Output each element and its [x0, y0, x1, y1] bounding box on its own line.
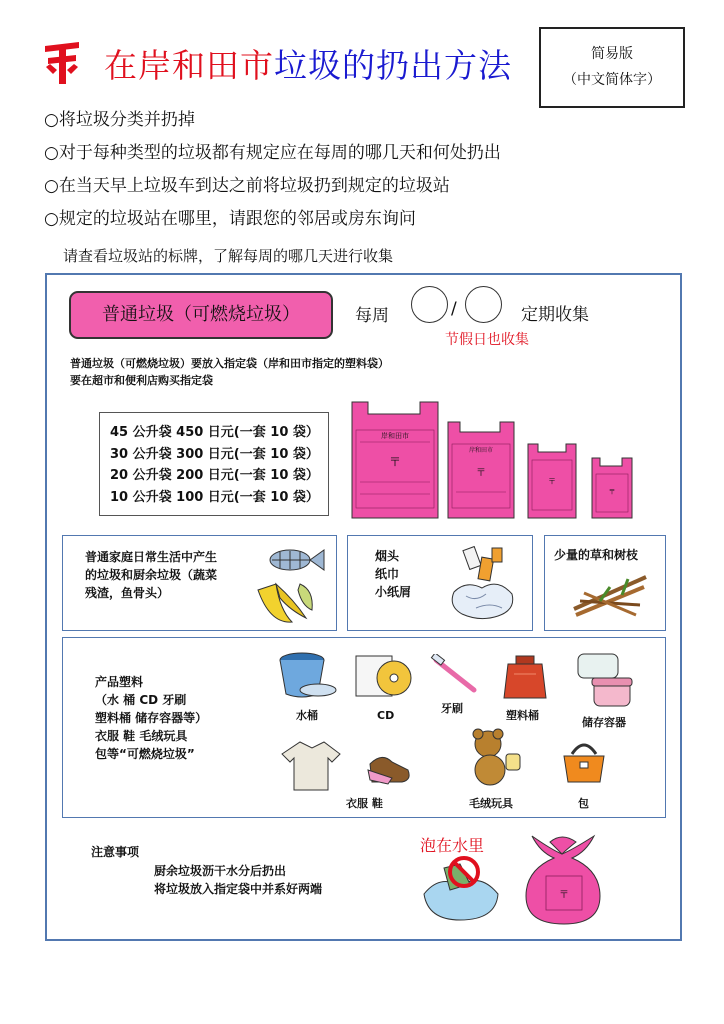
rules-list — [44, 104, 501, 236]
bag-price-list — [99, 412, 329, 516]
fish-bone-banana-icon — [250, 540, 330, 626]
note-line: 要在超市和便利店购买指定袋 — [70, 374, 213, 387]
price-row: 10 公升袋 100 日元(一套 10 袋） — [110, 489, 319, 505]
version-language: （中文简体字） — [563, 72, 661, 88]
branches-icon — [570, 565, 650, 621]
rule-item: ○在当天早上垃圾车到达之前将垃圾扔到规定的垃圾站 — [44, 176, 450, 196]
text-line: 的垃圾和厨余垃圾（蔬菜 — [85, 568, 218, 582]
kitchen-waste-text — [85, 548, 217, 602]
text-line: 残渣，鱼骨头） — [85, 586, 170, 600]
grass-branches-text: 少量的草和树枝 — [554, 548, 639, 562]
svg-text:〒: 〒 — [388, 455, 402, 469]
label-cd: CD — [377, 709, 395, 722]
version-label: 简易版 — [591, 46, 633, 62]
bucket-icon — [276, 650, 338, 702]
svg-text:〒: 〒 — [608, 488, 616, 496]
clothes-shoes-icon — [278, 740, 414, 794]
text-line: 塑料桶 储存容器等） — [95, 711, 208, 725]
title-subject: 垃圾的扔出方法 — [274, 46, 512, 85]
handbag-icon — [558, 734, 610, 786]
text-line: （水 桶 CD 牙刷 — [95, 693, 187, 707]
svg-text:〒: 〒 — [476, 468, 486, 479]
bag-45l-icon — [352, 402, 438, 518]
text-line: 纸巾 — [375, 567, 400, 581]
rule-item: ○将垃圾分类并扔掉 — [44, 110, 195, 130]
cigarette-tissue-icon — [446, 542, 520, 622]
category-label: 普通垃圾（可燃烧垃圾） — [69, 291, 333, 339]
holiday-note: 节假日也收集 — [445, 332, 529, 348]
storage-container-icon — [572, 650, 634, 710]
label-bag: 包 — [578, 797, 589, 810]
collection-day-circle-1 — [411, 286, 448, 323]
bag-20l-icon — [528, 444, 576, 518]
bag-10l-icon — [592, 458, 632, 518]
collection-hint: 请查看垃圾站的标牌，了解每周的哪几天进行收集 — [63, 247, 394, 265]
svg-text:〒: 〒 — [559, 890, 569, 901]
plush-bear-icon — [466, 726, 524, 788]
toothbrush-icon — [430, 654, 480, 696]
label-toothbrush: 牙刷 — [441, 702, 463, 715]
price-row: 30 公升袋 300 日元(一套 10 袋） — [110, 446, 319, 462]
weekly-label: 每周 — [355, 306, 389, 326]
kishiwada-city-emblem-icon — [42, 36, 82, 86]
note-line: 普通垃圾（可燃烧垃圾）要放入指定袋（岸和田市指定的塑料袋） — [70, 357, 389, 370]
notes-title: 注意事项 — [91, 845, 140, 859]
tied-garbage-bag-icon — [522, 830, 604, 926]
designated-bag-note — [70, 355, 389, 389]
version-box — [539, 27, 685, 108]
cd-icon — [352, 652, 416, 704]
day-separator: / — [451, 299, 457, 319]
label-plastic-bucket: 塑料桶 — [506, 709, 539, 722]
no-water-garbage-icon — [420, 854, 502, 924]
price-row: 45 公升袋 450 日元(一套 10 袋） — [110, 425, 319, 440]
schedule-label: 定期收集 — [521, 305, 589, 325]
bag-30l-icon — [448, 422, 514, 518]
label-clothes-shoes: 衣服 鞋 — [346, 797, 383, 810]
plastic-bucket-icon — [500, 652, 550, 702]
label-storage-container: 储存容器 — [582, 716, 626, 729]
rule-item: ○规定的垃圾站在哪里，请跟您的邻居或房东询问 — [44, 209, 416, 229]
text-line: 包等“可燃烧垃圾” — [95, 747, 195, 761]
rule-item: ○对于每种类型的垃圾都有规定应在每周的哪几天和何处扔出 — [44, 143, 501, 163]
text-line: 衣服 鞋 毛绒玩具 — [95, 729, 188, 743]
label-plush-toy: 毛绒玩具 — [469, 797, 513, 810]
note-line: 将垃圾放入指定袋中并系好两端 — [154, 882, 323, 896]
svg-text:岸和田市: 岸和田市 — [468, 447, 494, 454]
svg-text:〒: 〒 — [548, 477, 556, 486]
notes-text — [154, 862, 322, 898]
page-title — [104, 40, 512, 87]
label-bucket: 水桶 — [296, 709, 318, 722]
svg-text:岸和田市: 岸和田市 — [381, 432, 409, 440]
collection-day-circle-2 — [465, 286, 502, 323]
note-line: 厨余垃圾沥干水分后扔出 — [154, 864, 287, 878]
soak-warning: 泡在水里 — [420, 836, 485, 855]
designated-bags-illustration — [350, 398, 640, 520]
price-row: 20 公升袋 200 日元(一套 10 袋） — [110, 468, 319, 483]
products-text — [95, 673, 207, 763]
small-paper-text — [375, 547, 411, 601]
title-city: 在岸和田市 — [104, 46, 274, 85]
text-line: 产品塑料 — [95, 675, 144, 689]
text-line: 普通家庭日常生活中产生 — [85, 550, 218, 564]
text-line: 烟头 — [375, 549, 400, 563]
text-line: 小纸屑 — [375, 585, 412, 599]
